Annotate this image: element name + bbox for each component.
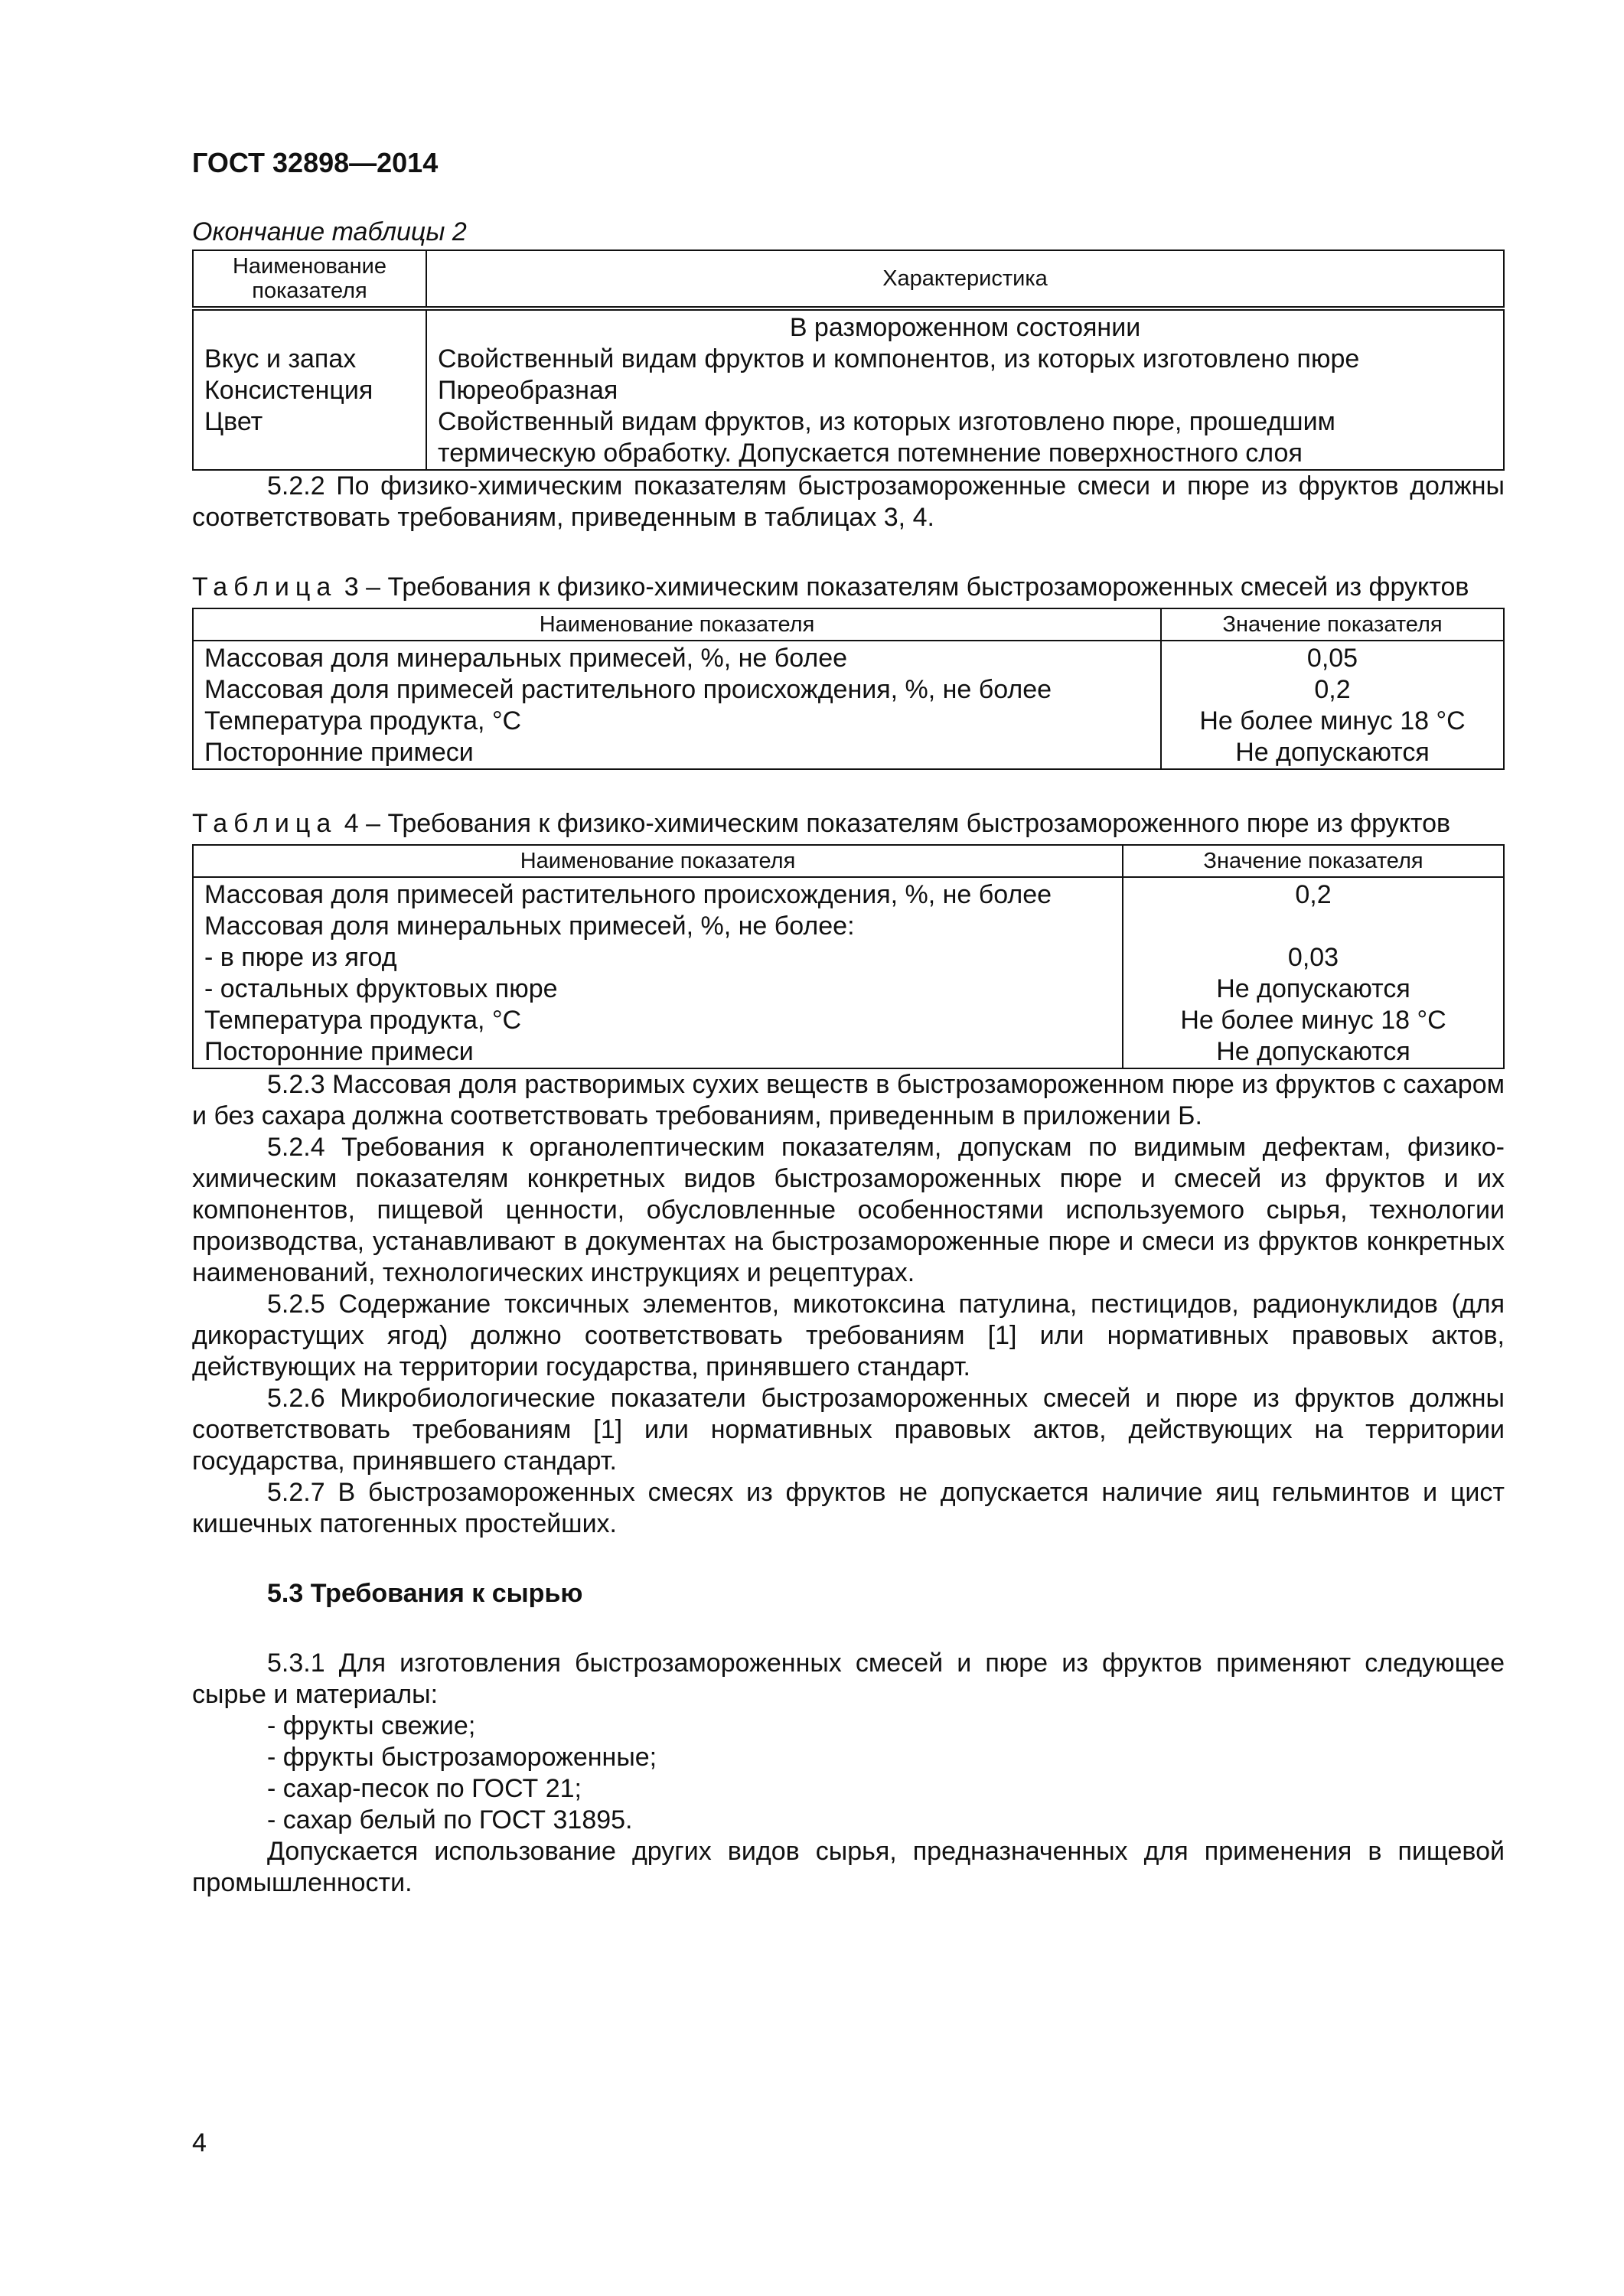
table2-header-name: Наименование показателя — [193, 250, 426, 308]
table3-cell-value: 0,2 — [1161, 674, 1504, 706]
table4-cell-name: Температура продукта, °С — [193, 1005, 1123, 1036]
table4-cell-value: Не допускаются — [1123, 1036, 1504, 1068]
table3-caption — [192, 572, 1505, 603]
list-item: - фрукты свежие; — [267, 1711, 476, 1740]
table4-cell-name: Массовая доля примесей растительного происхождения, %, не более — [193, 877, 1123, 911]
table-4 — [192, 844, 1505, 1069]
paragraph-5-2-4: 5.2.4 Требования к органолептическим показателям, допускам по видимым дефектам, физико-химическим показателям конкретных видов быстрозамороженных пюре и смесей из фруктов и их компонентов, пищевой ценности, обусловленные особенностями используемого сырья, технологии производства, устанавливают в документах на быстрозамороженные пюре и смеси из фруктов конкретных наименований, технологических инструкциях и рецептурах. — [192, 1133, 1505, 1287]
table4-caption — [192, 808, 1505, 840]
table2-cell-value: Свойственный видам фруктов, из которых изготовлено пюре, прошедшим термическую обработку. Допускается потемнение поверхностного слоя — [426, 406, 1504, 470]
paragraph-5-2-3: 5.2.3 Массовая доля растворимых сухих веществ в быстрозамороженном пюре из фруктов с сахаром и без сахара должна соответствовать требованиям, приведенным в приложении Б. — [192, 1070, 1505, 1130]
table3-caption-word: Таблица — [192, 572, 338, 602]
table4-header-value: Значение показателя — [1123, 845, 1504, 877]
table3-cell-value: 0,05 — [1161, 641, 1504, 674]
table2-header-characteristic: Характеристика — [426, 250, 1504, 308]
table3-cell-name: Температура продукта, °С — [193, 706, 1161, 737]
table4-cell-name: - остальных фруктовых пюре — [193, 974, 1123, 1005]
section-5-3-title: 5.3 Требования к сырью — [267, 1579, 583, 1608]
table-3 — [192, 608, 1505, 770]
table4-caption-word: Таблица — [192, 809, 338, 838]
table3-cell-value: Не более минус 18 °С — [1161, 706, 1504, 737]
list-item: - фрукты быстрозамороженные; — [267, 1743, 657, 1772]
table4-cell-value — [1123, 911, 1504, 942]
table4-caption-text: 4 – Требования к физико-химическим показателям быстрозамороженного пюре из фруктов — [344, 809, 1451, 838]
page-number: 4 — [192, 2128, 207, 2157]
table4-cell-name: Массовая доля минеральных примесей, %, не более: — [193, 911, 1123, 942]
table2-cell-name: Цвет — [193, 406, 426, 470]
table3-header-value: Значение показателя — [1161, 608, 1504, 641]
table3-cell-name: Массовая доля минеральных примесей, %, не более — [193, 641, 1161, 674]
paragraph-closing: Допускается использование других видов сырья, предназначенных для применения в пищевой промышленности. — [192, 1837, 1505, 1897]
document-header: ГОСТ 32898—2014 — [192, 147, 439, 178]
table2-cell-value: Пюреобразная — [426, 375, 1504, 406]
table3-cell-name: Массовая доля примесей растительного происхождения, %, не более — [193, 674, 1161, 706]
table2-cell-name: Вкус и запах — [193, 344, 426, 375]
table4-header-name: Наименование показателя — [193, 845, 1123, 877]
table2-cell-value: Свойственный видам фруктов и компонентов, из которых изготовлено пюре — [426, 344, 1504, 375]
table2-section-label: В размороженном состоянии — [426, 308, 1504, 344]
table4-cell-value: 0,03 — [1123, 942, 1504, 974]
document-page — [192, 147, 1505, 1899]
table4-cell-value: 0,2 — [1123, 877, 1504, 911]
paragraph-5-3-1: 5.3.1 Для изготовления быстрозамороженных смесей и пюре из фруктов применяют следующее сырье и материалы: — [192, 1649, 1505, 1709]
table2-caption: Окончание таблицы 2 — [192, 217, 467, 246]
table2-cell-name: Консистенция — [193, 375, 426, 406]
table-2 — [192, 249, 1505, 471]
table2-section-spacer — [193, 308, 426, 344]
paragraph-5-2-5: 5.2.5 Содержание токсичных элементов, микотоксина патулина, пестицидов, радионуклидов (для дикорастущих ягод) должно соответствовать требованиям [1] или нормативных правовых актов, действующих на территории государства, принявшего стандарт. — [192, 1290, 1505, 1381]
list-item: - сахар-песок по ГОСТ 21; — [267, 1774, 582, 1803]
table3-header-name: Наименование показателя — [193, 608, 1161, 641]
list-item: - сахар белый по ГОСТ 31895. — [267, 1805, 633, 1835]
table4-cell-value: Не допускаются — [1123, 974, 1504, 1005]
table4-cell-name: Посторонние примеси — [193, 1036, 1123, 1068]
table3-caption-text: 3 – Требования к физико-химическим показателям быстрозамороженных смесей из фруктов — [344, 572, 1469, 602]
paragraph-5-2-7: 5.2.7 В быстрозамороженных смесях из фруктов не допускается наличие яиц гельминтов и цист кишечных патогенных простейших. — [192, 1478, 1505, 1538]
paragraph-5-2-2: 5.2.2 По физико-химическим показателям быстрозамороженные смеси и пюре из фруктов должны соответствовать требованиям, приведенным в таблицах 3, 4. — [192, 471, 1505, 532]
table4-cell-name: - в пюре из ягод — [193, 942, 1123, 974]
table3-cell-value: Не допускаются — [1161, 737, 1504, 769]
table4-cell-value: Не более минус 18 °С — [1123, 1005, 1504, 1036]
table3-cell-name: Посторонние примеси — [193, 737, 1161, 769]
paragraph-5-2-6: 5.2.6 Микробиологические показатели быстрозамороженных смесей и пюре из фруктов должны соответствовать требованиям [1] или нормативных правовых актов, действующих на территории государства, принявшего стандарт. — [192, 1384, 1505, 1476]
